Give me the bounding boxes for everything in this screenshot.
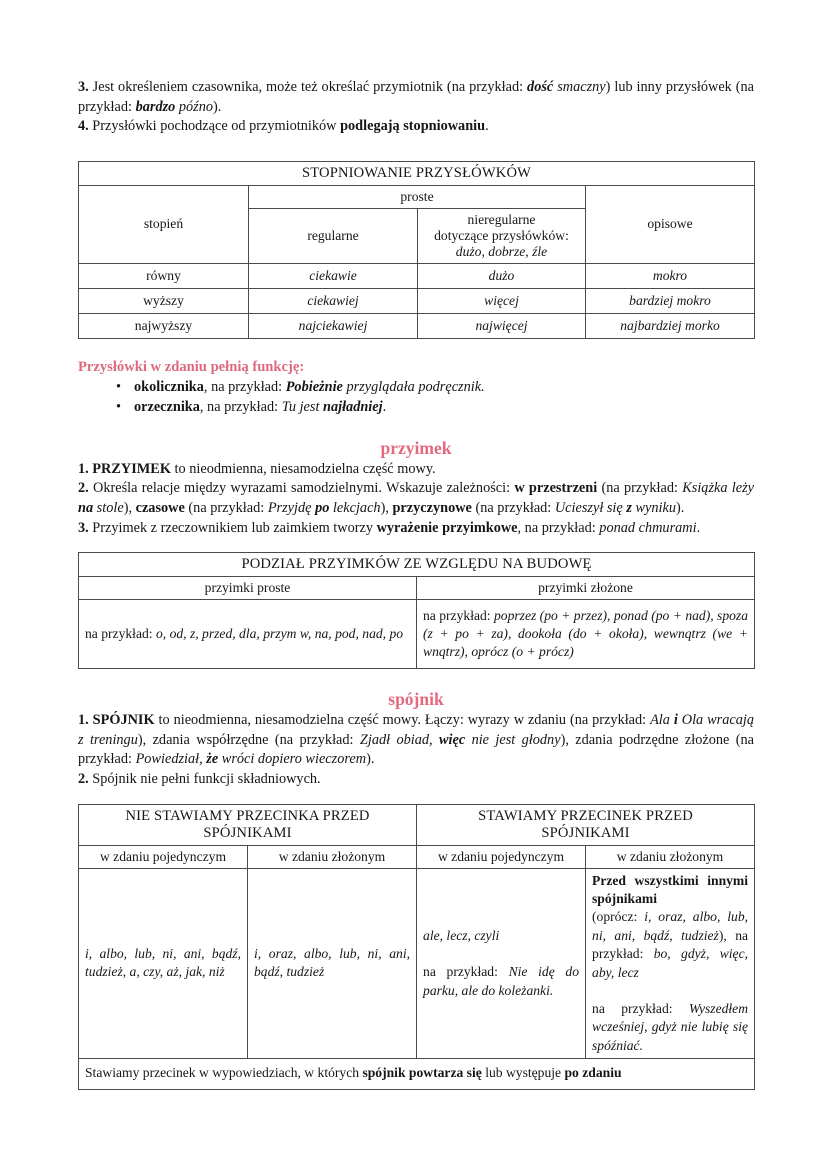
spojnik-item-2: [78, 770, 754, 790]
table-row: [79, 1059, 755, 1089]
spojnik-item-1-i1: Ala: [650, 712, 674, 729]
spojnik-item-2-text: Spójnik nie pełni funkcji składniowych.: [88, 770, 321, 787]
header-nie-stawiamy-line-2: SPÓJNIKAMI: [203, 824, 292, 841]
przyimek-item-2-i5: Ucieszył się: [554, 499, 627, 516]
spojnik-item-1-i3: Zjadł obiad,: [359, 731, 439, 748]
przyimek-item-2-bi1: na: [78, 499, 94, 516]
funkcje-item-2-bold: orzecznika: [134, 399, 200, 416]
header-stawiamy-line-2: SPÓJNIKAMI: [541, 824, 630, 841]
table-row: [79, 868, 755, 1059]
header-przyimki-zlozone: przyimki złożone: [417, 577, 755, 600]
cell-regularne: najciekawiej: [249, 313, 418, 338]
intro-item-4-text-1: Przysłówki pochodzące od przymiotników: [88, 118, 341, 135]
przyimek-item-2-t3: ),: [123, 499, 136, 516]
przyimek-item-3-b1: wyrażenie przyimkowe: [376, 519, 518, 536]
header-nieregularne-line-3: dużo, dobrze, źle: [455, 243, 548, 259]
bullet-icon: •: [116, 378, 122, 395]
table-row: [79, 845, 755, 868]
przyimek-item-2-t5: ),: [380, 499, 393, 516]
przyimek-item-2-t6: (na przykład:: [471, 499, 555, 516]
spojnik-item-1-bi3: że: [206, 751, 219, 768]
funkcje-section: [78, 359, 754, 418]
detail-i2: bo, gdyż, więc, aby, lecz: [592, 946, 749, 980]
cell-nieregularne: dużo: [418, 263, 586, 288]
example-prefix: na przykład:: [423, 964, 509, 980]
subheader-zlozone-2: w zdaniu złożonym: [586, 845, 755, 868]
header-nieregularne-line-2: dotyczące przysłówków:: [434, 227, 569, 243]
cell-stopien: równy: [79, 263, 249, 288]
cell-przyimki-proste-list: o, od, z, przed, dla, przym w, na, pod, nad, po: [155, 625, 404, 641]
przyimek-item-2-i1: Książka leży: [682, 480, 754, 497]
funkcje-heading: Przysłówki w zdaniu pełnią funkcję:: [78, 358, 305, 375]
header-opisowe: opisowe: [586, 185, 755, 263]
przyimek-item-2-i6: wyniku: [631, 499, 676, 516]
funkcje-item-2-mid: , na przykład:: [199, 399, 282, 416]
spojnik-item-1-t4: ).: [366, 751, 375, 768]
header-stawiamy: [417, 804, 755, 845]
table-row: [79, 185, 755, 208]
header-nie-stawiamy-line-1: NIE STAWIAMY PRZECINKA PRZED: [125, 807, 370, 824]
spojnik-item-1-t3: ), zdania podrzędne złożone (na przykład:: [78, 731, 754, 768]
table-row: [79, 263, 755, 288]
przyimek-item-2-bi2: po: [315, 499, 330, 516]
cell-nie-stawiamy-pojedyncze: i, albo, lub, ni, ani, bądź, tudzież, a, czy, aż, jak, niż: [79, 868, 248, 1059]
cell-nieregularne: więcej: [418, 288, 586, 313]
przyimek-item-3-t2: , na przykład:: [517, 519, 600, 536]
przyimek-item-1-number: 1.: [78, 460, 89, 477]
header-proste: proste: [249, 185, 586, 208]
table-row: [79, 577, 755, 600]
funkcje-item-2-emph: najładniej: [323, 399, 383, 416]
przyimek-item-2-t1: Określa relacje między wyrazami samodzielnymi. Wskazuje zależności:: [88, 480, 515, 497]
cell-stawiamy-zlozone-detail: [592, 908, 748, 982]
table-przecinek-footer: [79, 1059, 755, 1089]
cell-opisowe: mokro: [586, 263, 755, 288]
przyimek-item-1: [78, 460, 754, 480]
footer-t1: Stawiamy przecinek w wypowiedziach, w których: [85, 1065, 363, 1081]
przyimek-item-2-b1: w przestrzeni: [514, 480, 598, 497]
przyimek-item-3-i1: ponad chmurami: [599, 519, 697, 536]
przyimek-item-2-bi3: z: [626, 499, 632, 516]
spojnik-item-1-i4: nie jest głodny: [465, 731, 561, 748]
spojnik-item-1-i2: Ola wracają z treningu: [78, 712, 754, 748]
table-podzial-title: PODZIAŁ PRZYIMKÓW ZE WZGLĘDU NA BUDOWĘ: [79, 553, 755, 577]
table-row: [79, 553, 755, 577]
header-stopien: stopień: [79, 185, 249, 263]
cell-przyimki-proste-prefix: na przykład:: [85, 625, 156, 641]
intro-item-4-text-2: .: [485, 118, 489, 135]
spojnik-item-1-t2: ), zdania współrzędne (na przykład:: [137, 731, 360, 748]
cell-stawiamy-pojedyncze-example: [423, 963, 579, 1000]
przyimek-item-2-b2: czasowe: [135, 499, 185, 516]
przyimek-item-2-t7: ).: [675, 499, 685, 516]
intro-item-3-emph-1: dość: [527, 79, 554, 95]
funkcje-item-1-emph: Pobieżnie: [285, 378, 343, 395]
footer-b1: spójnik powtarza się: [362, 1065, 482, 1081]
header-nieregularne-line-1: nieregularne: [467, 211, 536, 227]
przyimek-item-1-text: to nieodmienna, niesamodzielna część mowy.: [170, 460, 436, 477]
table-row: [79, 288, 755, 313]
cell-stawiamy-zlozone: [586, 868, 755, 1059]
spojnik-item-1-i6: wróci dopiero wieczorem: [218, 751, 367, 768]
example-prefix: na przykład:: [592, 1000, 689, 1016]
spojnik-section-title: spójnik: [388, 689, 444, 710]
cell-stawiamy-pojedyncze: [417, 868, 586, 1059]
list-item: [116, 397, 754, 418]
subheader-zlozone-1: w zdaniu złożonym: [248, 845, 417, 868]
intro-item-4-number: 4.: [78, 118, 89, 135]
spojnik-item-2-number: 2.: [78, 770, 89, 787]
cell-nie-stawiamy-zlozone: i, oraz, albo, lub, ni, ani, bądź, tudzież: [248, 868, 417, 1059]
przyimek-section-title: przyimek: [380, 437, 452, 458]
intro-item-3-number: 3.: [78, 79, 89, 95]
cell-przyimki-zlozone-list: poprzez (po + przez), ponad (po + nad), spoza (z + po + za), dookoła (do + okoła), wewnqtrz (we + wnqtrz), oprócz (o + prócz): [423, 607, 749, 660]
footer-t2: lub występuje: [481, 1065, 565, 1081]
bullet-icon: •: [116, 399, 122, 416]
intro-item-3-text-1: Jest określeniem czasownika, może też określać przymiotnik (na przykład:: [88, 79, 528, 95]
spojnik-item-1-number: 1.: [78, 712, 89, 729]
przyimek-item-2-number: 2.: [78, 480, 89, 497]
spojnik-section: [78, 687, 754, 789]
table-row: [79, 600, 755, 669]
funkcje-list: [78, 377, 754, 418]
example-text: Nie idę do parku, ale do koleżanki.: [423, 964, 580, 998]
header-stawiamy-line-1: STAWIAMY PRZECINEK PRZED: [478, 807, 693, 824]
przyimek-item-2-i2: stole: [93, 499, 124, 516]
intro-item-3-italic-2: późno: [175, 98, 214, 115]
przyimek-item-2-i3: Przyjdę: [267, 499, 316, 516]
intro-item-4-bold-1: podlegają stopniowaniu: [340, 118, 486, 135]
intro-item-3: [78, 78, 754, 117]
spojnik-item-1-t1: to nieodmienna, niesamodzielna część mowy. Łączy: wyrazy w zdaniu (na przykład:: [154, 712, 651, 729]
table-row: [79, 313, 755, 338]
spojnik-item-1-bold: SPÓJNIK: [88, 712, 155, 729]
przyimek-item-3-t1: Przyimek z rzeczownikiem lub zaimkiem tworzy: [88, 519, 377, 536]
przyimek-item-1-bold: PRZYIMEK: [88, 460, 171, 477]
przyimek-item-2-i4: lekcjach: [329, 499, 381, 516]
header-regularne: regularne: [249, 208, 418, 263]
przyimek-item-2: [78, 479, 754, 518]
cell-stawiamy-zlozone-example: [592, 1000, 748, 1055]
intro-section: [78, 78, 754, 137]
intro-item-3-text-2: ) lub inny przysłówek (na przykład:: [78, 79, 755, 115]
intro-item-3-emph-2: bardzo: [135, 98, 176, 115]
przyimek-item-2-t4: (na przykład:: [184, 499, 268, 516]
cell-regularne: ciekawie: [249, 263, 418, 288]
table-przecinek-przed-spojnikami: [78, 804, 755, 1090]
cell-przyimki-zlozone-prefix: na przykład:: [423, 607, 494, 623]
funkcje-item-2-tail: .: [382, 399, 387, 416]
przyimek-item-2-b3: przyczynowe: [392, 499, 472, 516]
header-nieregularne: [418, 208, 586, 263]
intro-item-4: [78, 117, 754, 137]
detail-t1: (oprócz:: [592, 909, 645, 925]
header-nie-stawiamy: [79, 804, 417, 845]
funkcje-item-1-italic: przyglądała podręcznik.: [342, 378, 485, 395]
document-page: [78, 0, 754, 1090]
intro-item-3-text-3: ).: [213, 98, 222, 115]
przyimek-item-3-number: 3.: [78, 519, 89, 536]
table-stopniowanie-przyslowkow: [78, 161, 755, 339]
cell-stawiamy-pojedyncze-list: ale, lecz, czyli: [423, 927, 500, 943]
table-podzial-przyimkow: [78, 552, 755, 669]
subheader-pojedyncze-1: w zdaniu pojedynczym: [79, 845, 248, 868]
cell-stopien: wyższy: [79, 288, 249, 313]
intro-item-3-italic-1: smaczny: [553, 79, 606, 95]
funkcje-item-1-bold: okolicznika: [134, 378, 204, 395]
table-row: [79, 804, 755, 845]
funkcje-item-2-italic-pre: Tu jest: [281, 399, 324, 416]
przyimek-section: [78, 436, 754, 538]
cell-opisowe: bardziej mokro: [586, 288, 755, 313]
spojnik-item-1: [78, 711, 754, 770]
cell-stawiamy-zlozone-bold: Przed wszystkimi innymi spójnikami: [592, 872, 749, 906]
przyimek-item-3-t3: .: [696, 519, 701, 536]
footer-b2: po zdaniu: [564, 1065, 622, 1081]
detail-t2: ), na przykład:: [592, 927, 749, 962]
cell-regularne: ciekawiej: [249, 288, 418, 313]
funkcje-item-1-mid: , na przykład:: [203, 378, 286, 395]
cell-stopien: najwyższy: [79, 313, 249, 338]
cell-przyimki-proste: [79, 600, 417, 669]
cell-nieregularne: najwięcej: [418, 313, 586, 338]
przyimek-item-2-t2: (na przykład:: [597, 480, 683, 497]
table-row: [79, 161, 755, 185]
cell-przyimki-zlozone: [417, 600, 755, 669]
subheader-pojedyncze-2: w zdaniu pojedynczym: [417, 845, 586, 868]
header-przyimki-proste: przyimki proste: [79, 577, 417, 600]
spojnik-item-1-i5: Powiedział,: [135, 751, 207, 768]
list-item: [116, 377, 754, 398]
przyimek-item-3: [78, 519, 754, 539]
detail-i1: i, oraz, albo, lub, ni, ani, bądź, tudzież: [592, 909, 749, 943]
spojnik-item-1-bi1: i: [673, 712, 678, 729]
spojnik-item-1-bi2: więc: [438, 731, 466, 748]
example-text: Wyszedłem wcześniej, gdyż nie lubię się spóźniać.: [592, 1000, 749, 1053]
cell-opisowe: najbardziej morko: [586, 313, 755, 338]
table-stopniowanie-title: STOPNIOWANIE PRZYSŁÓWKÓW: [79, 161, 755, 185]
